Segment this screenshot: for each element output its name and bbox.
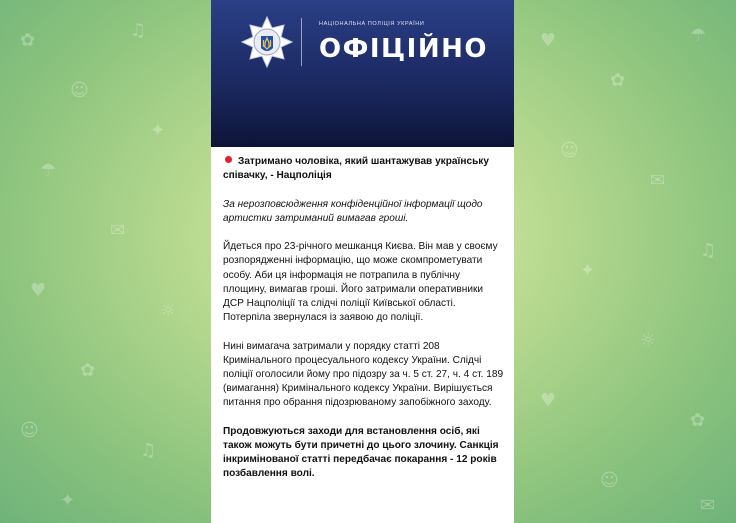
banner-subtitle: НАЦІОНАЛЬНА ПОЛІЦІЯ УКРАЇНИ (319, 21, 425, 27)
banner-title: ОФІЦІЙНО (319, 34, 488, 64)
post-paragraph-1: Йдеться про 23-річного мешканця Києва. Він мав у своєму розпорядженні інформацію, що може скомпрометувати особу. Аби ця інформація не потрапила в публічну площину, вимагав гроші. Його затримали оперативники ДСР Нацполіції та слідчі поліції Київської області. Потерпіла звернулася із заявою до поліції. (223, 241, 498, 324)
chat-background-pattern: ✿ ☺ ♫ ✦ ☂ ✉ ♥ ☼ ✿ ☺ ♫ ✦ ♥ ✿ ☂ ☺ ✉ ♫ ✦ ☼ ♥ ✿ ☺ ✉ (20, 20, 717, 516)
police-star-emblem-icon (241, 16, 293, 68)
post-headline (223, 155, 506, 183)
red-dot-icon (225, 156, 232, 163)
post-lead: За нерозповсюдження конфіденційної інформації щодо артистки затриманий вимагав гроші. (223, 198, 483, 224)
channel-post (211, 0, 514, 523)
post-text (223, 155, 506, 496)
post-headline-text: Затримано чоловіка, який шантажував українську співачку, - Нацполіція (223, 156, 489, 182)
post-paragraph-3: Продовжуються заходи для встановлення осіб, які також можуть бути причетні до цього злочину. Санкція інкримінованої статті передбачає покарання - 12 років позбавлення волі. (223, 425, 499, 480)
banner-divider (301, 18, 302, 66)
post-image-banner (211, 0, 514, 147)
post-paragraph-2: Нині вимагача затримали у порядку статті 208 Кримінального процесуального кодексу України. Слідчі поліції оголосили йому про підозру за ч. 5 ст. 27, ч. 4 ст. 189 (вимагання) Кримінального кодексу України. Вирішується питання про обрання підозрюваному запобіжного заходу. (223, 340, 504, 409)
